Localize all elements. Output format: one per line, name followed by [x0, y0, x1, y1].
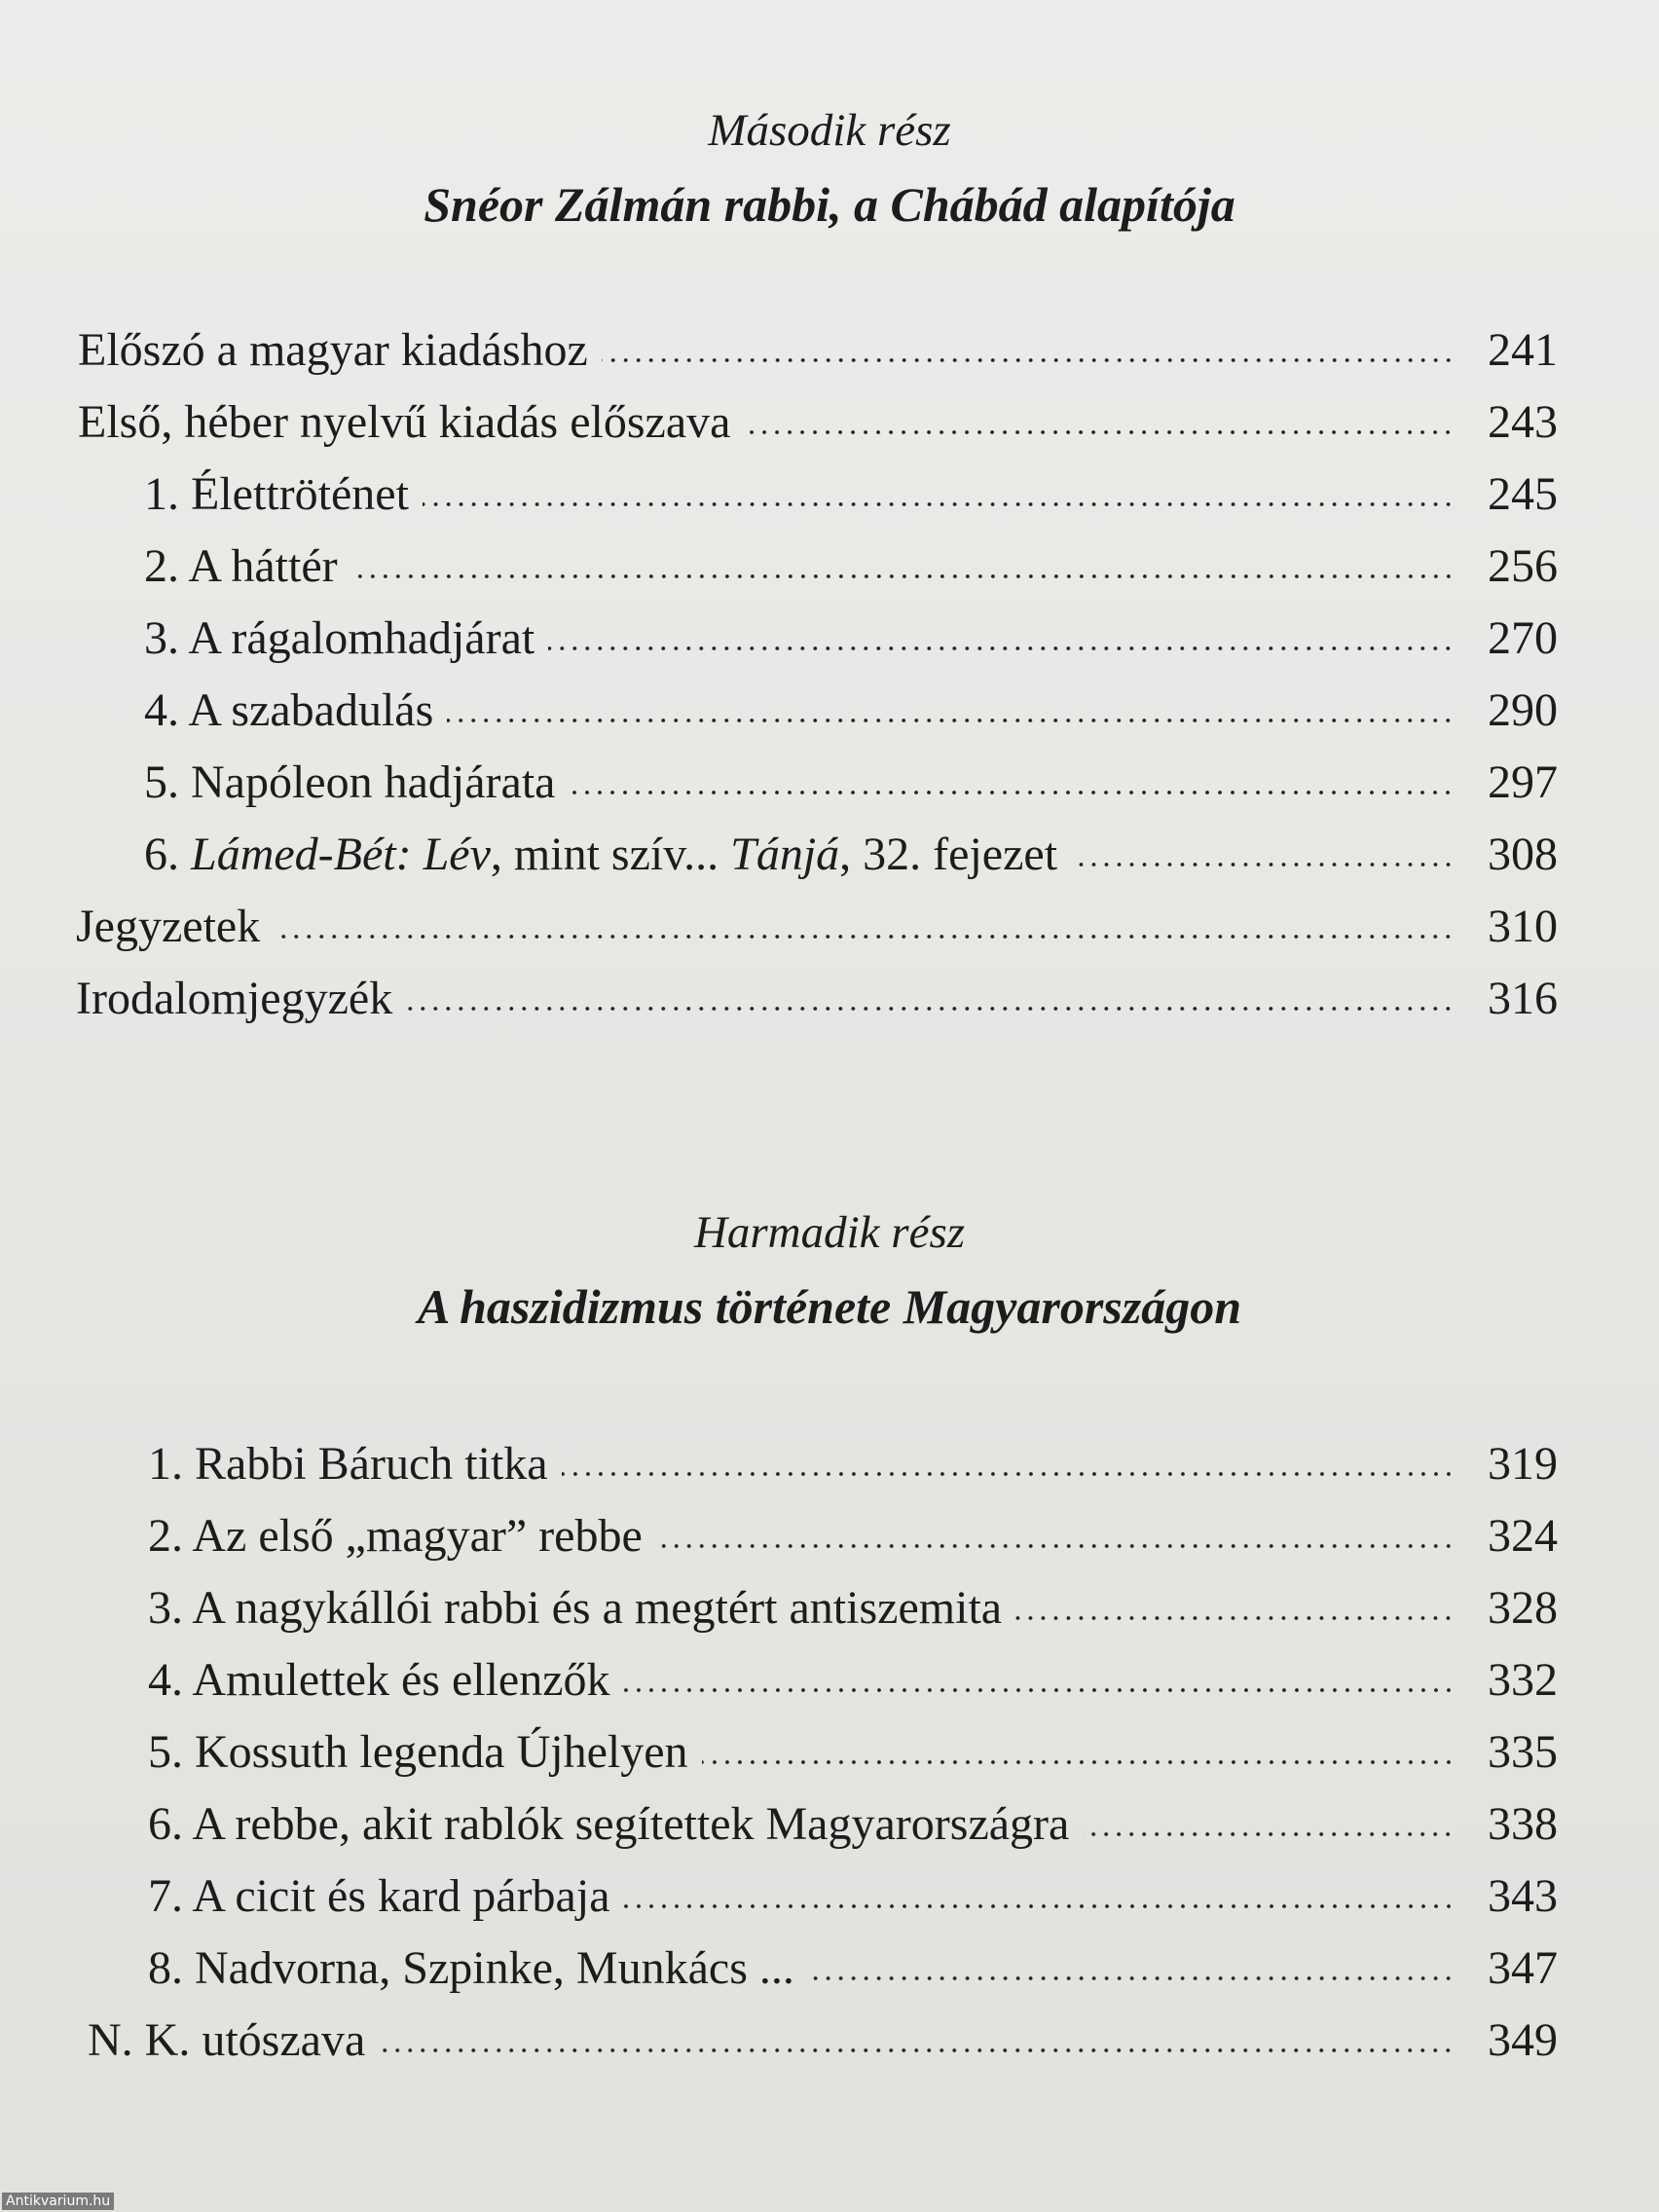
part2-label: Második rész — [708, 105, 951, 156]
toc-leader-dots — [379, 2045, 1455, 2056]
toc-entry — [88, 2011, 1558, 2070]
toc-entry-title: 2. A háttér — [144, 540, 338, 592]
toc-entry-title: 4. A szabadulás — [144, 684, 434, 736]
toc-entry — [76, 970, 1558, 1028]
toc-leader-dots — [548, 643, 1455, 654]
toc-leader-dots — [562, 1468, 1455, 1480]
toc-entry-title: 2. Az első „magyar” rebbe — [148, 1510, 643, 1562]
toc-entry — [144, 609, 1558, 668]
toc-entry-page: 349 — [1488, 2014, 1558, 2066]
toc-entry-title: N. K. utószava — [88, 2014, 366, 2066]
toc-entry-page: 319 — [1488, 1438, 1558, 1490]
toc-leader-dots — [624, 1684, 1455, 1696]
toc-entry-page: 308 — [1488, 829, 1558, 880]
toc-entry-page: 290 — [1488, 684, 1558, 736]
toc-entry-title: 3. A nagykállói rabbi és a megtért antiszemita — [148, 1582, 1003, 1634]
toc-entry-title: 5. Kossuth legenda Újhelyen — [148, 1726, 688, 1778]
toc-entry-page: 347 — [1488, 1942, 1558, 1994]
toc-entry — [144, 826, 1558, 884]
toc-entry — [148, 1867, 1558, 1926]
part2-title: Snéor Zálmán rabbi, a Chábád alapítója — [424, 177, 1235, 232]
toc-entry-page: 270 — [1488, 612, 1558, 664]
toc-entry-page: 343 — [1488, 1870, 1558, 1922]
toc-leader-dots — [1083, 1828, 1455, 1840]
toc-leader-dots — [624, 1900, 1456, 1912]
toc-entry — [148, 1507, 1558, 1566]
toc-leader-dots — [656, 1540, 1455, 1552]
toc-entry-title: 1. Rabbi Báruch titka — [148, 1438, 548, 1490]
toc-entry — [78, 393, 1558, 452]
toc-entry-title-italic: Tánjá — [730, 829, 840, 880]
toc-entry — [148, 1579, 1558, 1638]
toc-entry-title: 4. Amulettek és ellenzők — [148, 1654, 610, 1706]
toc-entry — [148, 1723, 1558, 1782]
toc-entry-title: 5. Napóleon hadjárata — [144, 756, 556, 808]
toc-entry — [144, 754, 1558, 812]
toc-entry-page: 297 — [1488, 756, 1558, 808]
toc-entry-title: Jegyzetek — [76, 901, 261, 952]
toc-entry — [78, 321, 1558, 380]
toc-entry-page: 245 — [1488, 468, 1558, 520]
part3-title: A haszidizmus története Magyarországon — [417, 1279, 1242, 1334]
toc-entry — [76, 898, 1558, 956]
toc-leader-dots — [702, 1756, 1455, 1768]
toc-entry-title: 6. A rebbe, akit rablók segítettek Magyarországra — [148, 1798, 1070, 1850]
toc-entry-title-italic: Lámed-Bét: Lév — [191, 829, 491, 880]
toc-leader-dots — [406, 1003, 1455, 1014]
toc-entry — [144, 465, 1558, 524]
toc-entry-page: 316 — [1488, 973, 1558, 1024]
toc-entry-page: 332 — [1488, 1654, 1558, 1706]
toc-leader-dots — [744, 426, 1455, 438]
toc-entry — [148, 1795, 1558, 1854]
toc-entry-title: 8. Nadvorna, Szpinke, Munkács ... — [148, 1942, 794, 1994]
toc-entry-title-part: 6. — [144, 829, 191, 880]
toc-leader-dots — [447, 715, 1455, 726]
toc-entry — [144, 682, 1558, 740]
toc-entry — [148, 1435, 1558, 1493]
toc-entry-title: Irodalomjegyzék — [76, 973, 393, 1024]
toc-leader-dots — [423, 498, 1455, 510]
toc-entry — [148, 1651, 1558, 1710]
toc-entry-title — [144, 826, 1057, 884]
toc-entry-page: 310 — [1488, 901, 1558, 952]
watermark: Antikvarium.hu — [2, 2193, 114, 2210]
toc-entry — [148, 1939, 1558, 1998]
toc-leader-dots — [808, 1972, 1455, 1984]
toc-leader-dots — [274, 931, 1455, 942]
toc-entry-page: 241 — [1488, 324, 1558, 376]
toc-leader-dots — [351, 571, 1455, 582]
toc-entry-page: 335 — [1488, 1726, 1558, 1778]
toc-leader-dots — [1015, 1612, 1455, 1624]
toc-entry-page: 256 — [1488, 540, 1558, 592]
toc-entry-title: Előszó a magyar kiadáshoz — [78, 324, 588, 376]
toc-entry-title: 7. A cicit és kard párbaja — [148, 1870, 610, 1922]
toc-entry-title-part: , 32. fejezet — [839, 829, 1058, 880]
toc-leader-dots — [602, 354, 1455, 366]
toc-entry — [144, 537, 1558, 596]
toc-entry-title: Első, héber nyelvű kiadás előszava — [78, 396, 731, 448]
toc-entry-page: 338 — [1488, 1798, 1558, 1850]
toc-leader-dots — [569, 787, 1455, 798]
toc-entry-title: 1. Élettröténet — [144, 468, 409, 520]
toc-entry-page: 328 — [1488, 1582, 1558, 1634]
part3-label: Harmadik rész — [693, 1207, 966, 1258]
toc-entry-page: 324 — [1488, 1510, 1558, 1562]
toc-leader-dots — [1071, 859, 1455, 870]
toc-entry-page: 243 — [1488, 396, 1558, 448]
toc-entry-title: 3. A rágalomhadjárat — [144, 612, 535, 664]
toc-entry-title-part: , mint szív... — [490, 829, 731, 880]
